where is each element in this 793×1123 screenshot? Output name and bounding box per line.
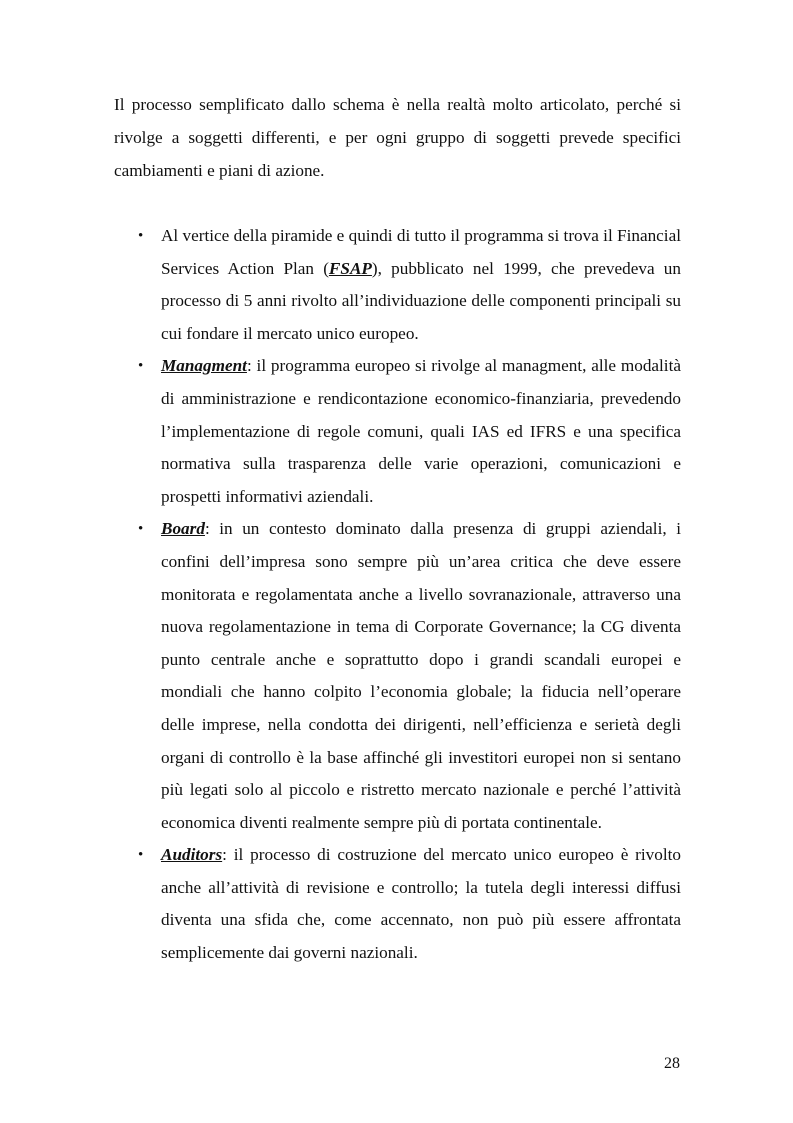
term-fsap: FSAP bbox=[328, 258, 372, 278]
bullet-item-fsap bbox=[114, 220, 681, 350]
bullet-list bbox=[114, 220, 681, 970]
bullet-text-before: Al vertice della piramide e quindi di tutto il programma si trova il Financial Services Action Plan ( bbox=[161, 226, 681, 278]
bullet-dot-icon: • bbox=[138, 847, 144, 864]
term-managment: Managment bbox=[161, 356, 247, 376]
bullet-text-after: : in un contesto dominato dalla presenza di gruppi aziendali, i confini dell’impresa sono sempre più un’area critica che deve essere monitorata e regolamentata anche a livello sovranazionale, attraverso una nuova regolamentazione in tema di Corporate Governance; la CG diventa punto centrale anche e soprattutto dopo i grandi scandali europei e mondiali che hanno colpito l’economia globale; la fiducia nell’operare delle imprese, nella condotta dei dirigenti, nell’efficienza e serietà degli organi di controllo è la base affinché gli investitori europei non si sentano più legati solo al piccolo e ristretto mercato nazionale e perché l’attività economica diventi realmente sempre più di portata continentale. bbox=[161, 519, 681, 832]
bullet-text-after: : il processo di costruzione del mercato unico europeo è rivolto anche all’attività di revisione e controllo; la tutela degli interessi diffusi diventa una sfida che, come accennato, non può più essere affrontata semplicemente dai governi nazionali. bbox=[161, 845, 681, 963]
bullet-dot-icon: • bbox=[138, 358, 144, 375]
term-board: Board bbox=[161, 519, 205, 539]
bullet-text-after: ), pubblicato nel 1999, che prevedeva un processo di 5 anni rivolto all’individuazione delle componenti principali su cui fondare il mercato unico europeo. bbox=[161, 258, 681, 343]
bullet-item-board bbox=[114, 513, 681, 839]
bullet-item-auditors bbox=[114, 839, 681, 969]
term-auditors: Auditors bbox=[161, 845, 223, 865]
bullet-dot-icon: • bbox=[138, 228, 144, 244]
intro-paragraph: Il processo semplificato dallo schema è nella realtà molto articolato, perché si rivolge a soggetti differenti, e per ogni gruppo di soggetti prevede specifici cambiamenti e piani di azione. bbox=[114, 95, 681, 180]
bullet-item-managment bbox=[114, 350, 681, 513]
bullet-text-after: : il programma europeo si rivolge al managment, alle modalità di amministrazione e rendicontazione economico-finanziaria, prevedendo l’implementazione di regole comuni, quali IAS ed IFRS e una specifica normativa sulla trasparenza delle varie operazioni, comunicazioni e prospetti informativi aziendali. bbox=[161, 356, 681, 506]
page-number: 28 bbox=[664, 1055, 680, 1072]
bullet-dot-icon: • bbox=[138, 521, 144, 538]
